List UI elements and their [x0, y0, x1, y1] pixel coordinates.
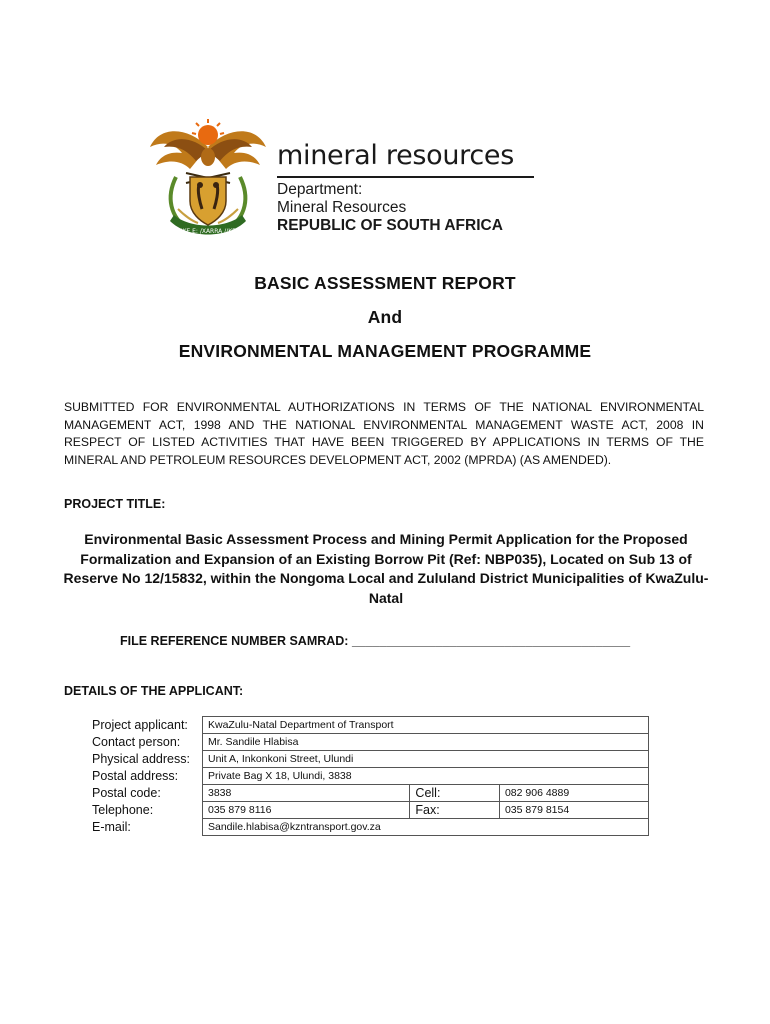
table-row — [203, 802, 649, 819]
value-email: Sandile.hlabisa@kzntransport.gov.za — [203, 819, 649, 836]
file-reference-number: FILE REFERENCE NUMBER SAMRAD: ________________________________________ — [120, 634, 631, 648]
label-postal-address: Postal address: — [92, 769, 179, 783]
value-contact-person: Mr. Sandile Hlabisa — [203, 734, 649, 751]
value-fax: 035 879 8154 — [499, 802, 648, 819]
applicant-field-labels — [92, 717, 190, 836]
label-email: E-mail: — [92, 820, 131, 834]
value-postal-code: 3838 — [203, 785, 410, 802]
project-title: Environmental Basic Assessment Process and Mining Permit Application for the Proposed Formalization and Expansion of an Existing Borrow Pit (Ref: NBP035), Located on Sub 13 of Reserve No 12/15832, within the Nongoma Local and Zululand District Municipalities of KwaZulu-Natal — [63, 531, 709, 606]
label-postal-code: Postal code: — [92, 786, 161, 800]
table-row — [203, 768, 649, 785]
applicant-details-label: DETAILS OF THE APPLICANT: — [64, 684, 244, 698]
brand-country: REPUBLIC OF SOUTH AFRICA — [277, 217, 503, 234]
department-branding — [277, 140, 537, 235]
brand-name: mineral resources — [277, 140, 515, 171]
value-postal-address: Private Bag X 18, Ulundi, 3838 — [203, 768, 649, 785]
label-telephone: Telephone: — [92, 803, 154, 817]
value-telephone: 035 879 8116 — [203, 802, 410, 819]
value-physical-address: Unit A, Inkonkoni Street, Ulundi — [203, 751, 649, 768]
value-cell: 082 906 4889 — [499, 785, 648, 802]
table-row — [203, 785, 649, 802]
brand-department-label: Department: — [277, 181, 363, 198]
motto-text: !KE E: /XARRA //KE — [180, 228, 236, 235]
label-cell: Cell: — [410, 785, 500, 802]
label-contact-person: Contact person: — [92, 735, 181, 749]
title-and: And — [367, 307, 403, 327]
brand-divider — [277, 176, 534, 178]
coat-of-arms-icon — [148, 117, 268, 241]
value-project-applicant: KwaZulu-Natal Department of Transport — [203, 717, 649, 734]
label-fax: Fax: — [410, 802, 500, 819]
table-row — [203, 734, 649, 751]
label-project-applicant: Project applicant: — [92, 718, 188, 732]
table-row — [203, 717, 649, 734]
project-title-label: PROJECT TITLE: — [64, 497, 166, 511]
applicant-details-table — [202, 716, 649, 836]
label-physical-address: Physical address: — [92, 752, 190, 766]
report-title: BASIC ASSESSMENT REPORT — [254, 273, 516, 293]
brand-department-name: Mineral Resources — [277, 199, 407, 216]
table-row — [203, 751, 649, 768]
submission-statement: SUBMITTED FOR ENVIRONMENTAL AUTHORIZATIONS IN TERMS OF THE NATIONAL ENVIRONMENTAL MANAGEMENT ACT, 1998 AND THE NATIONAL ENVIRONMENTAL MANAGEMENT WASTE ACT, 2008 IN RESPECT OF LISTED ACTIVITIES THAT HAVE BEEN TRIGGERED BY APPLICATIONS IN TERMS OF THE MINERAL AND PETROLEUM RESOURCES DEVELOPMENT ACT, 2002 (MPRDA) (AS AMENDED). — [64, 400, 704, 467]
programme-title: ENVIRONMENTAL MANAGEMENT PROGRAMME — [178, 341, 592, 361]
table-row — [203, 819, 649, 836]
